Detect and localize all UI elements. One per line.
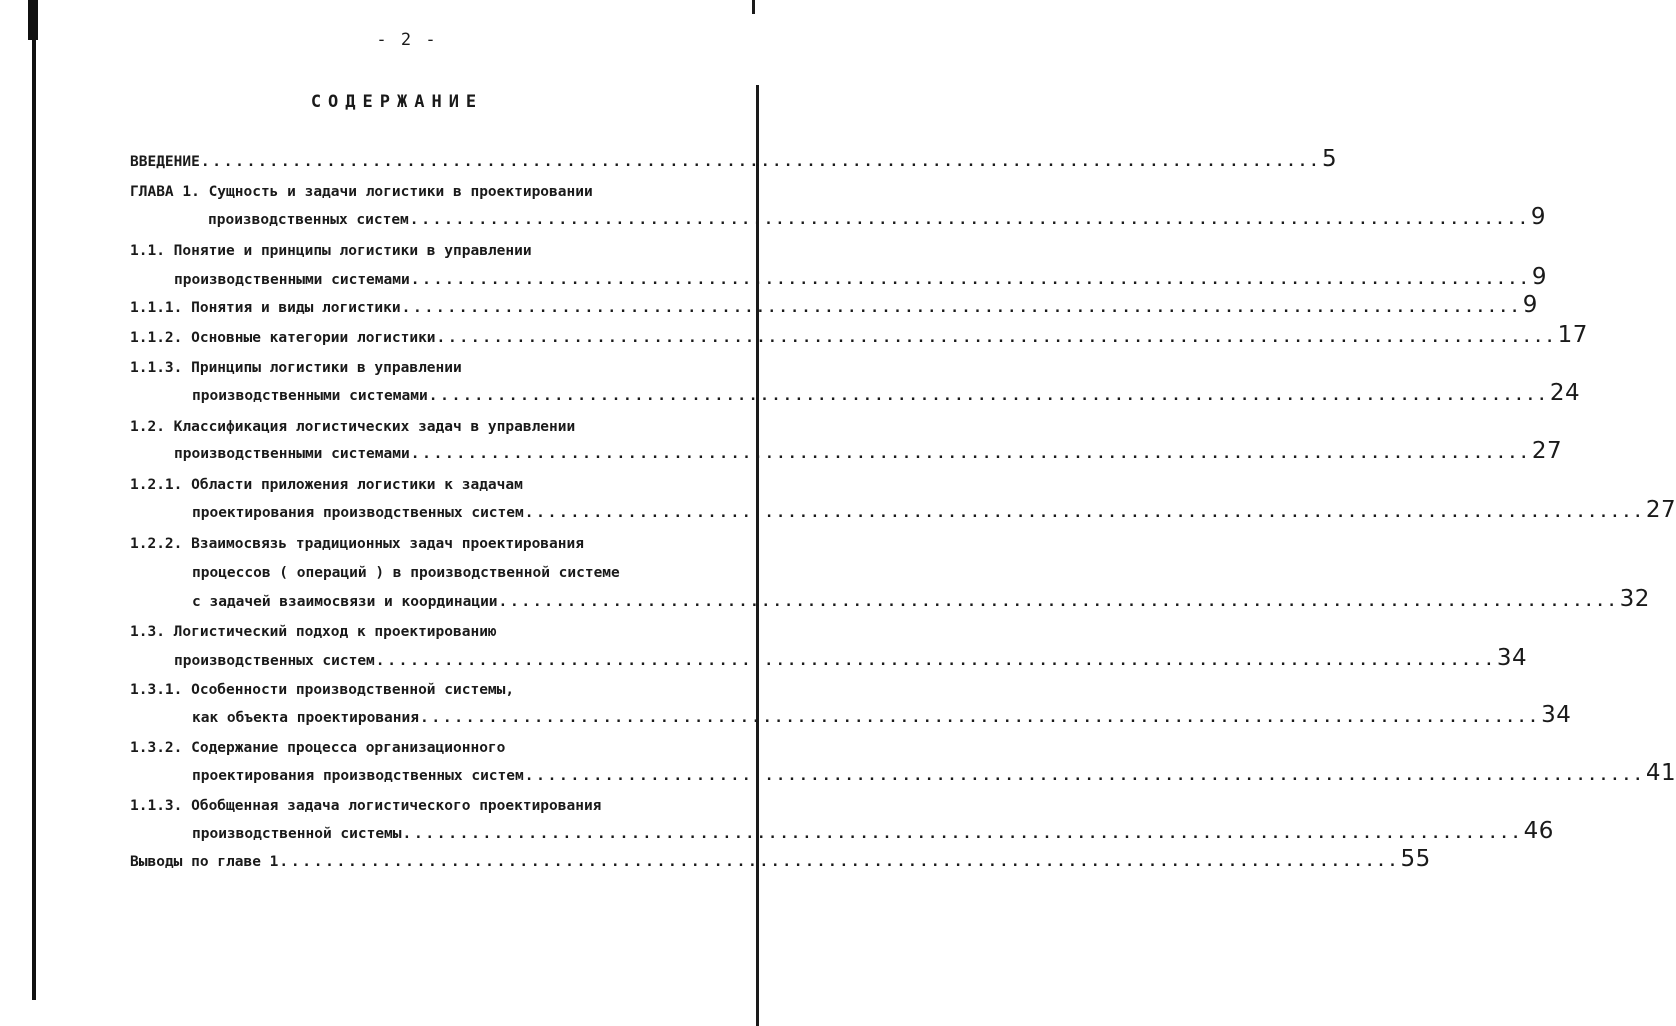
toc-page-number: 55 <box>1400 846 1431 872</box>
scan-edge-tick <box>752 0 755 14</box>
toc-entry-introduction <box>130 146 1338 172</box>
toc-page-number: 34 <box>1541 702 1572 728</box>
toc-entry-1-2-1-cont <box>192 497 1676 523</box>
toc-entry-label: ГЛАВА 1. Сущность и задачи логистики в проектировании <box>130 184 593 200</box>
page-title: СОДЕРЖАНИЕ <box>310 92 484 112</box>
leader-dots: .................................................................................................. <box>436 330 1557 346</box>
toc-entry-label: 1.1. Понятие и принципы логистики в управлении <box>130 243 532 259</box>
toc-entry-1-1-1 <box>130 292 1538 318</box>
toc-entry-chapter-1-cont <box>208 204 1547 230</box>
toc-entry-label: производственной системы <box>192 826 402 842</box>
leader-dots: .................................................................................................. <box>419 710 1541 726</box>
toc-entry-label: 1.3. Логистический подход к проектированию <box>130 624 497 640</box>
toc-page-number: 27 <box>1645 497 1676 523</box>
toc-entry-1-3-2-cont <box>192 760 1676 786</box>
toc-entry-1-2-2 <box>130 528 584 554</box>
toc-entry-1-3 <box>130 616 497 642</box>
toc-entry-label: 1.2.2. Взаимосвязь традиционных задач проектирования <box>130 536 584 552</box>
toc-entry-label: 1.1.2. Основные категории логистики <box>130 330 436 346</box>
toc-page-number: 17 <box>1557 322 1588 348</box>
toc-entry-1-1 <box>130 235 532 261</box>
leader-dots: .................................................................................................. <box>410 272 1531 288</box>
leader-dots: .................................................................................................. <box>401 300 1522 316</box>
toc-entry-1-3-cont <box>174 645 1528 671</box>
toc-entry-1-1-3-cont <box>192 380 1581 406</box>
toc-entry-label: производственных систем <box>208 212 409 228</box>
toc-entry-label: 1.1.1. Понятия и виды логистики <box>130 300 401 316</box>
toc-entry-label: производственными системами <box>174 272 410 288</box>
leader-dots: .................................................................................................. <box>279 854 1400 870</box>
toc-entry-1-3-2 <box>130 732 505 758</box>
toc-entry-conclusions <box>130 846 1431 872</box>
toc-entry-chapter-1 <box>130 176 593 202</box>
toc-entry-label: как объекта проектирования <box>192 710 419 726</box>
leader-dots: .................................................................................................. <box>498 594 1619 610</box>
leader-dots: .................................................................................................. <box>524 505 1645 521</box>
leader-dots: .................................................................................................. <box>200 154 1321 170</box>
toc-entry-1-2-2-cont-b <box>192 586 1650 612</box>
toc-entry-label: 1.2. Классификация логистических задач в управлении <box>130 419 576 435</box>
toc-page-number: 5 <box>1321 146 1338 172</box>
scan-edge-left <box>32 0 36 1000</box>
toc-entry-label: проектирования производственных систем <box>192 505 524 521</box>
leader-dots: .................................................................................................. <box>524 768 1645 784</box>
toc-entry-1-2-cont <box>174 438 1563 464</box>
leader-dots: .................................................................................................. <box>409 212 1530 228</box>
toc-page-number: 27 <box>1531 438 1563 464</box>
toc-entry-1-2 <box>130 411 575 437</box>
toc-entry-label: производственными системами <box>174 446 410 462</box>
toc-entry-label: Выводы по главе 1 <box>130 854 279 870</box>
toc-entry-label: 1.3.2. Содержание процесса организационного <box>130 740 506 756</box>
leader-dots: .................................................................................................. <box>428 388 1549 404</box>
toc-entry-label: производственных систем <box>174 653 375 669</box>
toc-page-number: 9 <box>1522 292 1538 318</box>
toc-entry-1-1-3 <box>130 352 462 378</box>
leader-dots: .................................................................................................. <box>410 446 1531 462</box>
toc-entry-1-3-1 <box>130 674 514 700</box>
toc-entry-label: 1.1.3. Принципы логистики в управлении <box>130 360 462 376</box>
toc-entry-1-1-2 <box>130 322 1588 348</box>
toc-entry-1-1-cont <box>174 264 1547 290</box>
toc-page-number: 34 <box>1496 645 1528 671</box>
toc-page-number: 41 <box>1645 760 1676 786</box>
toc-page-number: 9 <box>1530 204 1547 230</box>
toc-entry-label: проектирования производственных систем <box>192 768 524 784</box>
toc-entry-label: 1.2.1. Области приложения логистики к задачам <box>130 477 523 493</box>
toc-entry-label: процессов ( операций ) в производственной системе <box>192 565 620 581</box>
toc-entry-label: производственными системами <box>192 388 428 404</box>
toc-entry-1-2-1 <box>130 469 523 495</box>
toc-page-number: 32 <box>1619 586 1650 612</box>
leader-dots: .................................................................................................. <box>375 653 1496 669</box>
toc-page-number: 46 <box>1523 818 1554 844</box>
toc-page-number: 24 <box>1549 380 1581 406</box>
leader-dots: .................................................................................................. <box>402 826 1523 842</box>
toc-entry-label: 1.3.1. Особенности производственной системы, <box>130 682 515 698</box>
toc-entry-label: с задачей взаимосвязи и координации <box>192 594 498 610</box>
toc-entry-label: 1.1.3. Обобщенная задача логистического проектирования <box>130 798 602 814</box>
toc-entry-1-3-1-cont <box>192 702 1572 728</box>
toc-entry-label: ВВЕДЕНИЕ <box>130 154 200 170</box>
toc-page-number: 9 <box>1531 264 1547 290</box>
toc-entry-1-1-3-generalized-cont <box>192 818 1554 844</box>
toc-entry-1-2-2-cont-a <box>192 557 620 583</box>
page-number: - 2 - <box>376 30 438 50</box>
toc-entry-1-1-3-generalized <box>130 790 601 816</box>
